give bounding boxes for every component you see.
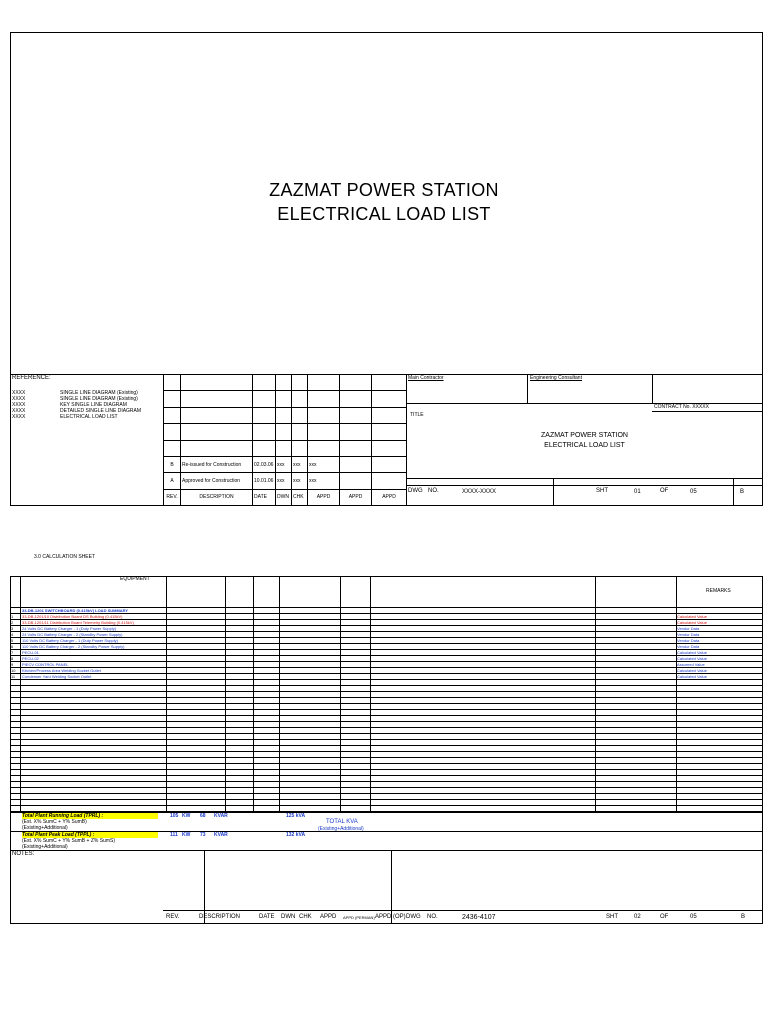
block-title-line1: ZAZMAT POWER STATION [541, 432, 628, 439]
dwg-number: XXXX-XXXX [462, 489, 497, 495]
peak-load-label: Total Plant Peak Load (TPPL) : [22, 832, 158, 838]
equipment-header: EQUIPMENT [120, 576, 150, 582]
sht-number: 01 [634, 489, 641, 495]
no-label: NO. [428, 488, 439, 494]
revision-row: A Approved for Construction 10.01.06 xxx xxx xxx [164, 473, 407, 489]
footer-chk: CHK [299, 914, 312, 920]
footer-dwn: DWN [281, 914, 296, 920]
revision-row: B Re-issued for Construction 02.03.06 xxx xxx xxx [164, 456, 407, 472]
rev-letter: B [740, 489, 745, 495]
table-row: 7 PECU-01 Calculated Value [10, 650, 763, 656]
running-kva-value: 125 kVA [286, 813, 306, 819]
running-kw-value: 105 [170, 813, 179, 819]
peak-load-note: (Est. X% SumC + Y% SumB + Z% SumS) [22, 838, 115, 844]
footer-sht-number: 02 [634, 914, 641, 920]
calculation-sheet-heading: 3.0 CALCULATION SHEET [34, 554, 96, 560]
table-row: 10 Kitchen/Process Area Welding Socket Outlet Calculated Value [10, 668, 763, 674]
footer-date: DATE [259, 914, 275, 920]
empty-rows-grid [10, 680, 763, 812]
titleblock-divider [553, 478, 554, 506]
main-contractor-label: Main Contractor [408, 375, 444, 381]
footer-appd-perman: APPD (PERMAN) [343, 915, 375, 920]
block-title-line2: ELECTRICAL LOAD LIST [544, 442, 625, 449]
peak-kw-unit: KW [182, 832, 191, 838]
running-load-note: (Est. X% SumC + Y% SumB) [22, 819, 87, 825]
titleblock-divider [652, 374, 653, 403]
peak-load-note2: (Existing+Additional) [22, 844, 68, 850]
titleblock-divider [527, 374, 528, 403]
notes-top [10, 850, 763, 851]
running-kw-unit: KW [182, 813, 191, 819]
of-number: 05 [690, 489, 697, 495]
reference-label: REFERENCE: [12, 375, 51, 381]
cover-title-line2: ELECTRICAL LOAD LIST [277, 204, 491, 224]
reference-item: XXXX SINGLE LINE DIAGRAM (Existing) [12, 396, 138, 402]
footer-appd: APPD [320, 914, 337, 920]
peak-kvar-unit: KVAR [214, 832, 228, 838]
footer-rev: REV. [166, 914, 180, 920]
revision-header-row: REV. DESCRIPTION DATE DWN CHK APPD APPD APPD [164, 489, 407, 505]
dwg-label: DWG [408, 488, 423, 494]
notes-label: NOTES: [12, 851, 35, 857]
reference-item: XXXX SINGLE LINE DIAGRAM (Existing) [12, 390, 138, 396]
footer-rev-letter: B [741, 914, 746, 920]
running-load-note2: (Existing+Additional) [22, 825, 68, 831]
peak-kw-value: 111 [170, 832, 178, 838]
peak-kvar-value: 73 [200, 832, 206, 838]
table-row: 8 PECU-02 Calculated Value [10, 656, 763, 662]
load-table [10, 608, 763, 680]
footer-desc: DESCRIPTION [199, 914, 241, 920]
table-row: 6 110 Volts DC Battery Charger - 2 (Standby Power Supply) Vendor Data [10, 644, 763, 650]
titleblock-line [652, 411, 763, 412]
peak-kva-value: 132 kVA [286, 832, 306, 838]
footer-dwg-label: DWG [406, 914, 421, 920]
footer-header-row [163, 911, 763, 924]
cover-title-line1: ZAZMAT POWER STATION [269, 180, 499, 200]
reference-item: XXXX ELECTRICAL LOAD LIST [12, 414, 118, 420]
table-row: 11 Condenser Yard Welding Socket Outlet Calculated Value [10, 674, 763, 680]
contract-number: CONTRACT No. XXXXX [654, 404, 709, 410]
footer-dwg-number: 2436-4107 [462, 914, 496, 921]
engineering-consultant-label: Engineering Consultant [530, 375, 582, 381]
titleblock-line [406, 478, 763, 479]
running-load-label: Total Plant Running Load (TPRL) : [22, 813, 158, 819]
table-row: 2 33-DB-1201/11 Distribution Board Telemetry Building (0.415kV) Calculated Value [10, 620, 763, 626]
footer-of-label: OF [660, 914, 669, 920]
reference-list [12, 390, 141, 420]
table-row: 3 24 Volts DC Battery Charger - 1 (Duty Power Supply) Vendor Data [10, 626, 763, 632]
footer-no-label: NO. [427, 914, 438, 920]
total-kva-label: TOTAL KVA [326, 819, 358, 825]
cover-revision-table [163, 374, 407, 506]
titleblock-line [406, 403, 763, 404]
reference-item: XXXX KEY SINGLE LINE DIAGRAM [12, 402, 127, 408]
footer-of-number: 05 [690, 914, 697, 920]
running-kvar-value: 68 [200, 813, 206, 819]
footer-sht-label: SHT [606, 914, 618, 920]
title-label: TITLE [410, 412, 424, 418]
table-row: 1 33-DB-1201/10 Distribution Board DS Building (0.415kV) Calculated Value [10, 614, 763, 620]
table-row: 9 PIECV CONTROL PANEL Assumed Value [10, 662, 763, 668]
total-kva-sub: (Existing+Additional) [318, 826, 364, 832]
footer-appd-op: APPD (OP) [375, 914, 406, 920]
running-kvar-unit: KVAR [214, 813, 228, 819]
table-row: 5 110 Volts DC Battery Charger - 1 (Duty Power Supply) Vendor Data [10, 638, 763, 644]
table-row: 4 24 Volts DC Battery Charger - 2 (Standby Power Supply) Vendor Data [10, 632, 763, 638]
table-row: 33-DB-1201 SWITCHBOARD (0.415kV) LOAD SUMMARY [10, 608, 763, 614]
of-label: OF [660, 488, 669, 494]
remarks-header: REMARKS [706, 588, 731, 594]
reference-item: XXXX DETAILED SINGLE LINE DIAGRAM [12, 408, 142, 414]
titleblock-divider [733, 478, 734, 506]
titleblock-line [406, 485, 763, 486]
sht-label: SHT [596, 488, 608, 494]
